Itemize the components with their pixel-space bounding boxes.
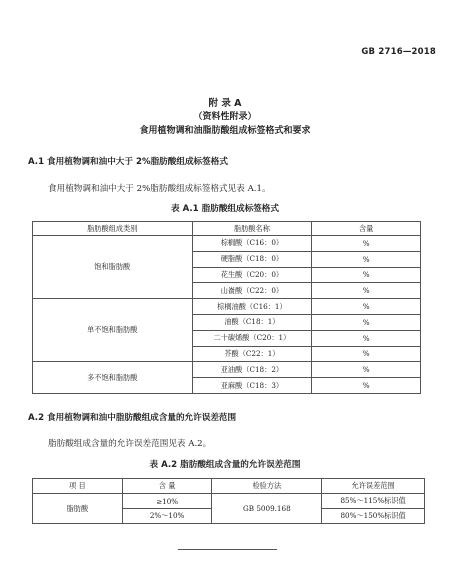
acid-name-cell: 花生酸（C20：0） xyxy=(192,267,312,283)
column-header: 脂肪酸组成类别 xyxy=(33,222,193,236)
column-header: 含量 xyxy=(312,222,421,236)
item-cell: 脂肪酸 xyxy=(33,494,123,524)
section-a1-text: 食用植物调和油中大于 2%脂肪酸组成标签格式见表 A.1。 xyxy=(48,184,271,194)
appendix-title: 食用植物调和油脂肪酸组成标签格式和要求 xyxy=(139,126,311,136)
content-cell: % xyxy=(312,378,421,394)
column-header: 检验方法 xyxy=(212,479,322,494)
column-header: 项 目 xyxy=(33,479,123,494)
acid-name-cell: 棕榈油酸（C16：1） xyxy=(192,299,312,315)
content-cell: % xyxy=(312,362,421,378)
method-cell: GB 5009.168 xyxy=(212,494,322,524)
table-row xyxy=(33,299,421,315)
range-cell: 80%～150%标识值 xyxy=(322,509,425,524)
section-a2-text: 脂肪酸组成含量的允许误差范围见表 A.2。 xyxy=(48,439,212,449)
table-row xyxy=(33,236,421,252)
table-a2 xyxy=(32,478,425,524)
standard-number: GB 2716—2018 xyxy=(361,47,436,57)
appendix-info: （资料性附录） xyxy=(193,112,257,122)
content-cell: % xyxy=(312,251,421,267)
content-cell: % xyxy=(312,267,421,283)
table-a2-caption: 表 A.2 脂肪酸组成含量的允许误差范围 xyxy=(149,460,301,470)
table-header-row xyxy=(33,479,425,494)
content-cell: % xyxy=(312,314,421,330)
content-cell: % xyxy=(312,283,421,299)
acid-name-cell: 硬脂酸（C18：0） xyxy=(192,251,312,267)
acid-name-cell: 亚麻酸（C18：3） xyxy=(192,378,312,394)
content-cell: ≥10% xyxy=(122,494,212,509)
acid-name-cell: 二十碳烯酸（C20：1） xyxy=(192,330,312,346)
acid-name-cell: 棕榈酸（C16：0） xyxy=(192,236,312,252)
acid-name-cell: 山嵛酸（C22：0） xyxy=(192,283,312,299)
content-cell: % xyxy=(312,346,421,362)
footer-rule xyxy=(178,549,277,550)
table-row xyxy=(33,494,425,509)
column-header: 脂肪酸名称 xyxy=(192,222,312,236)
appendix-label: 附 录 A xyxy=(208,98,242,109)
category-cell: 单不饱和脂肪酸 xyxy=(33,299,193,362)
acid-name-cell: 亚油酸（C18：2） xyxy=(192,362,312,378)
content-cell: % xyxy=(312,236,421,252)
acid-name-cell: 油酸（C18：1） xyxy=(192,314,312,330)
content-cell: % xyxy=(312,299,421,315)
column-header: 含 量 xyxy=(122,479,212,494)
content-cell: % xyxy=(312,330,421,346)
table-a1-caption: 表 A.1 脂肪酸组成标签格式 xyxy=(171,204,279,214)
acid-name-cell: 芥酸（C22：1） xyxy=(192,346,312,362)
table-header-row xyxy=(33,222,421,236)
column-header: 允许误差范围 xyxy=(322,479,425,494)
category-cell: 饱和脂肪酸 xyxy=(33,236,193,299)
content-cell: 2%～10% xyxy=(122,509,212,524)
section-a1-heading: A.1 食用植物调和油中大于 2%脂肪酸组成标签格式 xyxy=(28,157,228,167)
category-cell: 多不饱和脂肪酸 xyxy=(33,362,193,394)
table-a1 xyxy=(32,221,421,394)
section-a2-heading: A.2 食用植物调和油中脂肪酸组成含量的允许误差范围 xyxy=(28,413,237,423)
range-cell: 85%～115%标识值 xyxy=(322,494,425,509)
table-row xyxy=(33,362,421,378)
